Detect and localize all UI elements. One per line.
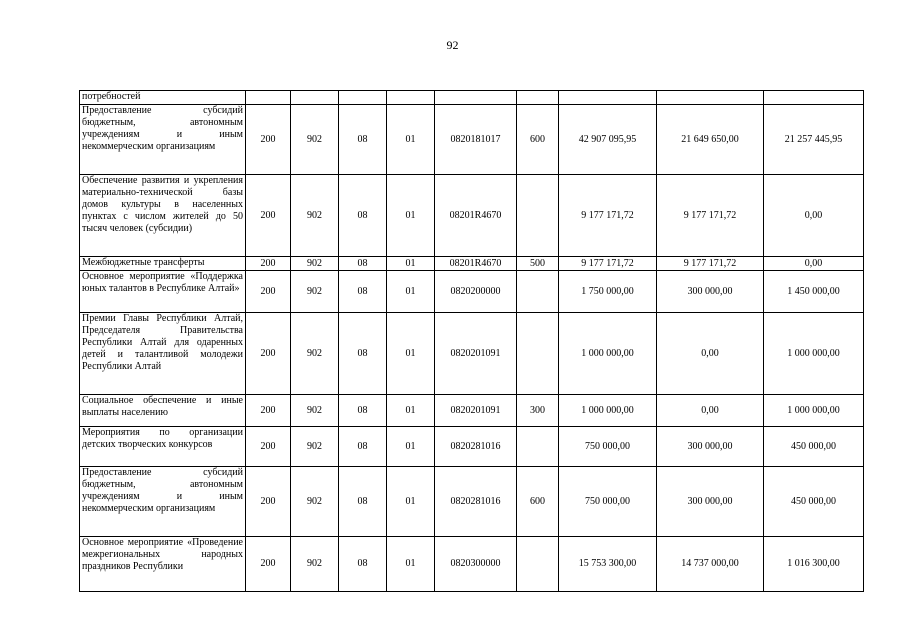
cell-v1: 750 000,00: [559, 467, 657, 537]
cell-v1: 15 753 300,00: [559, 537, 657, 592]
cell-c4: 01: [387, 467, 435, 537]
cell-v2: 9 177 171,72: [657, 257, 764, 271]
row-name: Предоставление субсидий бюджетным, автономным учреждениям и иным некоммерческим организациям: [80, 105, 246, 175]
cell-c4: 01: [387, 395, 435, 427]
cell-v1: 9 177 171,72: [559, 257, 657, 271]
cell-v1: [559, 91, 657, 105]
cell-c3: 08: [339, 313, 387, 395]
cell-v3: 1 000 000,00: [764, 313, 864, 395]
cell-v3: 1 000 000,00: [764, 395, 864, 427]
cell-c6: 600: [517, 105, 559, 175]
row-name: Основное мероприятие «Поддержка юных талантов в Республике Алтай»: [80, 271, 246, 313]
cell-c5: 0820200000: [435, 271, 517, 313]
cell-c3: 08: [339, 427, 387, 467]
page-number: 92: [446, 38, 459, 52]
cell-c1: 200: [246, 271, 291, 313]
cell-v2: 300 000,00: [657, 271, 764, 313]
cell-c5: 0820201091: [435, 395, 517, 427]
cell-v2: 300 000,00: [657, 427, 764, 467]
table-row: [80, 313, 864, 395]
cell-c6: [517, 175, 559, 257]
cell-c6: [517, 91, 559, 105]
cell-c1: [246, 91, 291, 105]
cell-c5: 0820181017: [435, 105, 517, 175]
cell-v3: 450 000,00: [764, 427, 864, 467]
cell-c1: 200: [246, 257, 291, 271]
cell-v3: 450 000,00: [764, 467, 864, 537]
cell-c1: 200: [246, 105, 291, 175]
cell-c2: 902: [291, 257, 339, 271]
cell-c3: 08: [339, 271, 387, 313]
cell-c3: 08: [339, 105, 387, 175]
cell-v1: 750 000,00: [559, 427, 657, 467]
cell-c1: 200: [246, 537, 291, 592]
cell-c2: 902: [291, 175, 339, 257]
cell-c6: 500: [517, 257, 559, 271]
cell-c1: 200: [246, 175, 291, 257]
cell-c1: 200: [246, 313, 291, 395]
cell-c3: 08: [339, 175, 387, 257]
row-name: потребностей: [80, 91, 246, 105]
table-row: [80, 175, 864, 257]
cell-v2: [657, 91, 764, 105]
cell-c5: 0820281016: [435, 427, 517, 467]
cell-c6: [517, 427, 559, 467]
cell-c2: 902: [291, 313, 339, 395]
cell-c6: [517, 313, 559, 395]
table-row: [80, 537, 864, 592]
cell-v1: 9 177 171,72: [559, 175, 657, 257]
cell-v1: 1 750 000,00: [559, 271, 657, 313]
cell-c4: 01: [387, 257, 435, 271]
cell-v2: 300 000,00: [657, 467, 764, 537]
cell-c5: 08201R4670: [435, 257, 517, 271]
cell-c4: 01: [387, 175, 435, 257]
cell-c3: [339, 91, 387, 105]
cell-v3: 21 257 445,95: [764, 105, 864, 175]
cell-v3: 1 450 000,00: [764, 271, 864, 313]
cell-c6: [517, 537, 559, 592]
cell-v1: 42 907 095,95: [559, 105, 657, 175]
cell-c4: 01: [387, 537, 435, 592]
row-name: Межбюджетные трансферты: [80, 257, 246, 271]
table-row: [80, 257, 864, 271]
cell-c2: 902: [291, 537, 339, 592]
table-row: [80, 271, 864, 313]
cell-c2: 902: [291, 395, 339, 427]
cell-v2: 14 737 000,00: [657, 537, 764, 592]
cell-c2: 902: [291, 427, 339, 467]
cell-c5: [435, 91, 517, 105]
table-row: [80, 105, 864, 175]
row-name: Премии Главы Республики Алтай, Председателя Правительства Республики Алтай для одаренных детей и талантливой молодежи Республики Алтай: [80, 313, 246, 395]
row-name: Обеспечение развития и укрепления материально-технической базы домов культуры в населенных пунктах с числом жителей до 50 тысяч человек (субсидии): [80, 175, 246, 257]
cell-c4: 01: [387, 313, 435, 395]
cell-c1: 200: [246, 395, 291, 427]
table-row: [80, 395, 864, 427]
cell-v2: 21 649 650,00: [657, 105, 764, 175]
cell-c2: [291, 91, 339, 105]
cell-c2: 902: [291, 467, 339, 537]
cell-c5: 0820201091: [435, 313, 517, 395]
cell-c4: 01: [387, 271, 435, 313]
cell-v2: 0,00: [657, 313, 764, 395]
budget-table: [79, 90, 864, 592]
cell-v1: 1 000 000,00: [559, 313, 657, 395]
cell-c6: 600: [517, 467, 559, 537]
cell-c4: 01: [387, 427, 435, 467]
row-name: Социальное обеспечение и иные выплаты населению: [80, 395, 246, 427]
cell-v2: 9 177 171,72: [657, 175, 764, 257]
cell-c4: [387, 91, 435, 105]
cell-c6: [517, 271, 559, 313]
cell-v3: 1 016 300,00: [764, 537, 864, 592]
cell-c5: 08201R4670: [435, 175, 517, 257]
row-name: Мероприятия по организации детских творческих конкурсов: [80, 427, 246, 467]
table-row: [80, 91, 864, 105]
row-name: Основное мероприятие «Проведение межрегиональных народных праздников Республики: [80, 537, 246, 592]
cell-c3: 08: [339, 257, 387, 271]
cell-c2: 902: [291, 271, 339, 313]
table-row: [80, 427, 864, 467]
cell-v2: 0,00: [657, 395, 764, 427]
cell-c3: 08: [339, 537, 387, 592]
cell-v3: 0,00: [764, 175, 864, 257]
cell-v1: 1 000 000,00: [559, 395, 657, 427]
cell-c1: 200: [246, 427, 291, 467]
cell-c3: 08: [339, 467, 387, 537]
cell-c3: 08: [339, 395, 387, 427]
cell-c6: 300: [517, 395, 559, 427]
cell-c4: 01: [387, 105, 435, 175]
cell-c5: 0820300000: [435, 537, 517, 592]
cell-v3: [764, 91, 864, 105]
table-row: [80, 467, 864, 537]
cell-v3: 0,00: [764, 257, 864, 271]
cell-c2: 902: [291, 105, 339, 175]
cell-c1: 200: [246, 467, 291, 537]
row-name: Предоставление субсидий бюджетным, автономным учреждениям и иным некоммерческим организациям: [80, 467, 246, 537]
cell-c5: 0820281016: [435, 467, 517, 537]
